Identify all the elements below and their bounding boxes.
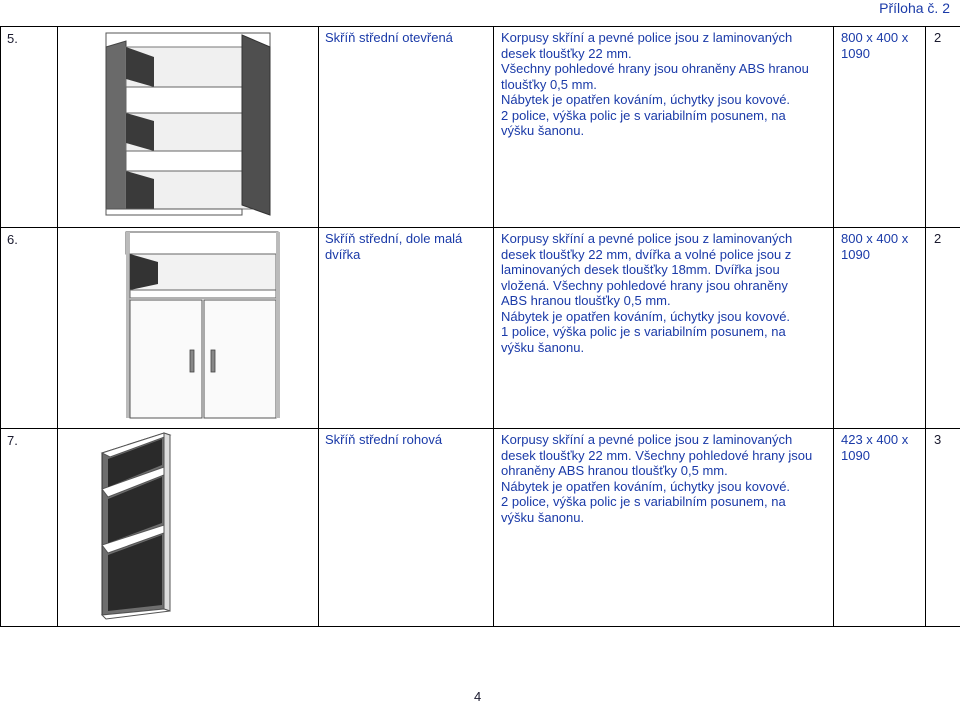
item-image xyxy=(58,27,319,228)
table-row xyxy=(1,228,960,429)
item-description-cell xyxy=(494,27,834,228)
table-row xyxy=(1,27,960,228)
item-number: 5. xyxy=(1,27,58,228)
item-name-cell xyxy=(319,27,494,228)
item-name-cell xyxy=(319,429,494,627)
item-dimensions-cell xyxy=(834,27,926,228)
item-description: Korpusy skříní a pevné police jsou z laminovaných desek tloušťky 22 mm, dvířka a volné police jsou z laminovaných desek tloušťky 18mm. Dvířka jsou vložená. Všechny pohledové hrany jsou ohraněny ABS hranou tloušťky 0,5 mm. Nábytek je opatřen kováním, úchytky jsou kovové. 1 police, výška polic je s variabilním posunem, na výšku šanonu. xyxy=(501,231,793,355)
item-number: 6. xyxy=(1,228,58,429)
item-name: Skříň střední otevřená xyxy=(325,30,453,45)
corner-cabinet-icon xyxy=(58,429,318,622)
item-dimensions: 800 x 400 x 1090 xyxy=(841,231,909,262)
item-quantity: 2 xyxy=(926,228,960,429)
item-image xyxy=(58,228,319,429)
item-description-cell xyxy=(494,429,834,627)
item-image xyxy=(58,429,319,627)
item-number: 7. xyxy=(1,429,58,627)
open-cabinet-icon xyxy=(58,27,318,223)
item-name-cell xyxy=(319,228,494,429)
item-dimensions-cell xyxy=(834,228,926,429)
item-dimensions: 800 x 400 x 1090 xyxy=(841,30,909,61)
appendix-label: Příloha č. 2 xyxy=(879,0,950,16)
furniture-table xyxy=(0,26,960,627)
item-quantity: 2 xyxy=(926,27,960,228)
item-name: Skříň střední, dole malá dvířka xyxy=(325,231,463,262)
item-description: Korpusy skříní a pevné police jsou z laminovaných desek tloušťky 22 mm. Všechny pohledové hrany jsou ohraněny ABS hranou tloušťky 0,5 mm. Nábytek je opatřen kováním, úchytky jsou kovové. 2 police, výška polic je s variabilním posunem, na výšku šanonu. xyxy=(501,30,809,138)
item-dimensions: 423 x 400 x 1090 xyxy=(841,432,909,463)
item-dimensions-cell xyxy=(834,429,926,627)
cabinet-with-doors-icon xyxy=(58,228,318,424)
page-number: 4 xyxy=(474,689,482,704)
item-name: Skříň střední rohová xyxy=(325,432,443,447)
item-description: Korpusy skříní a pevné police jsou z laminovaných desek tloušťky 22 mm. Všechny pohledové hrany jsou ohraněny ABS hranou tloušťky 0,5 mm. Nábytek je opatřen kováním, úchytky jsou kovové. 2 police, výška polic je s variabilním posunem, na výšku šanonu. xyxy=(501,432,813,525)
item-quantity: 3 xyxy=(926,429,960,627)
item-description-cell xyxy=(494,228,834,429)
table-row xyxy=(1,429,960,627)
